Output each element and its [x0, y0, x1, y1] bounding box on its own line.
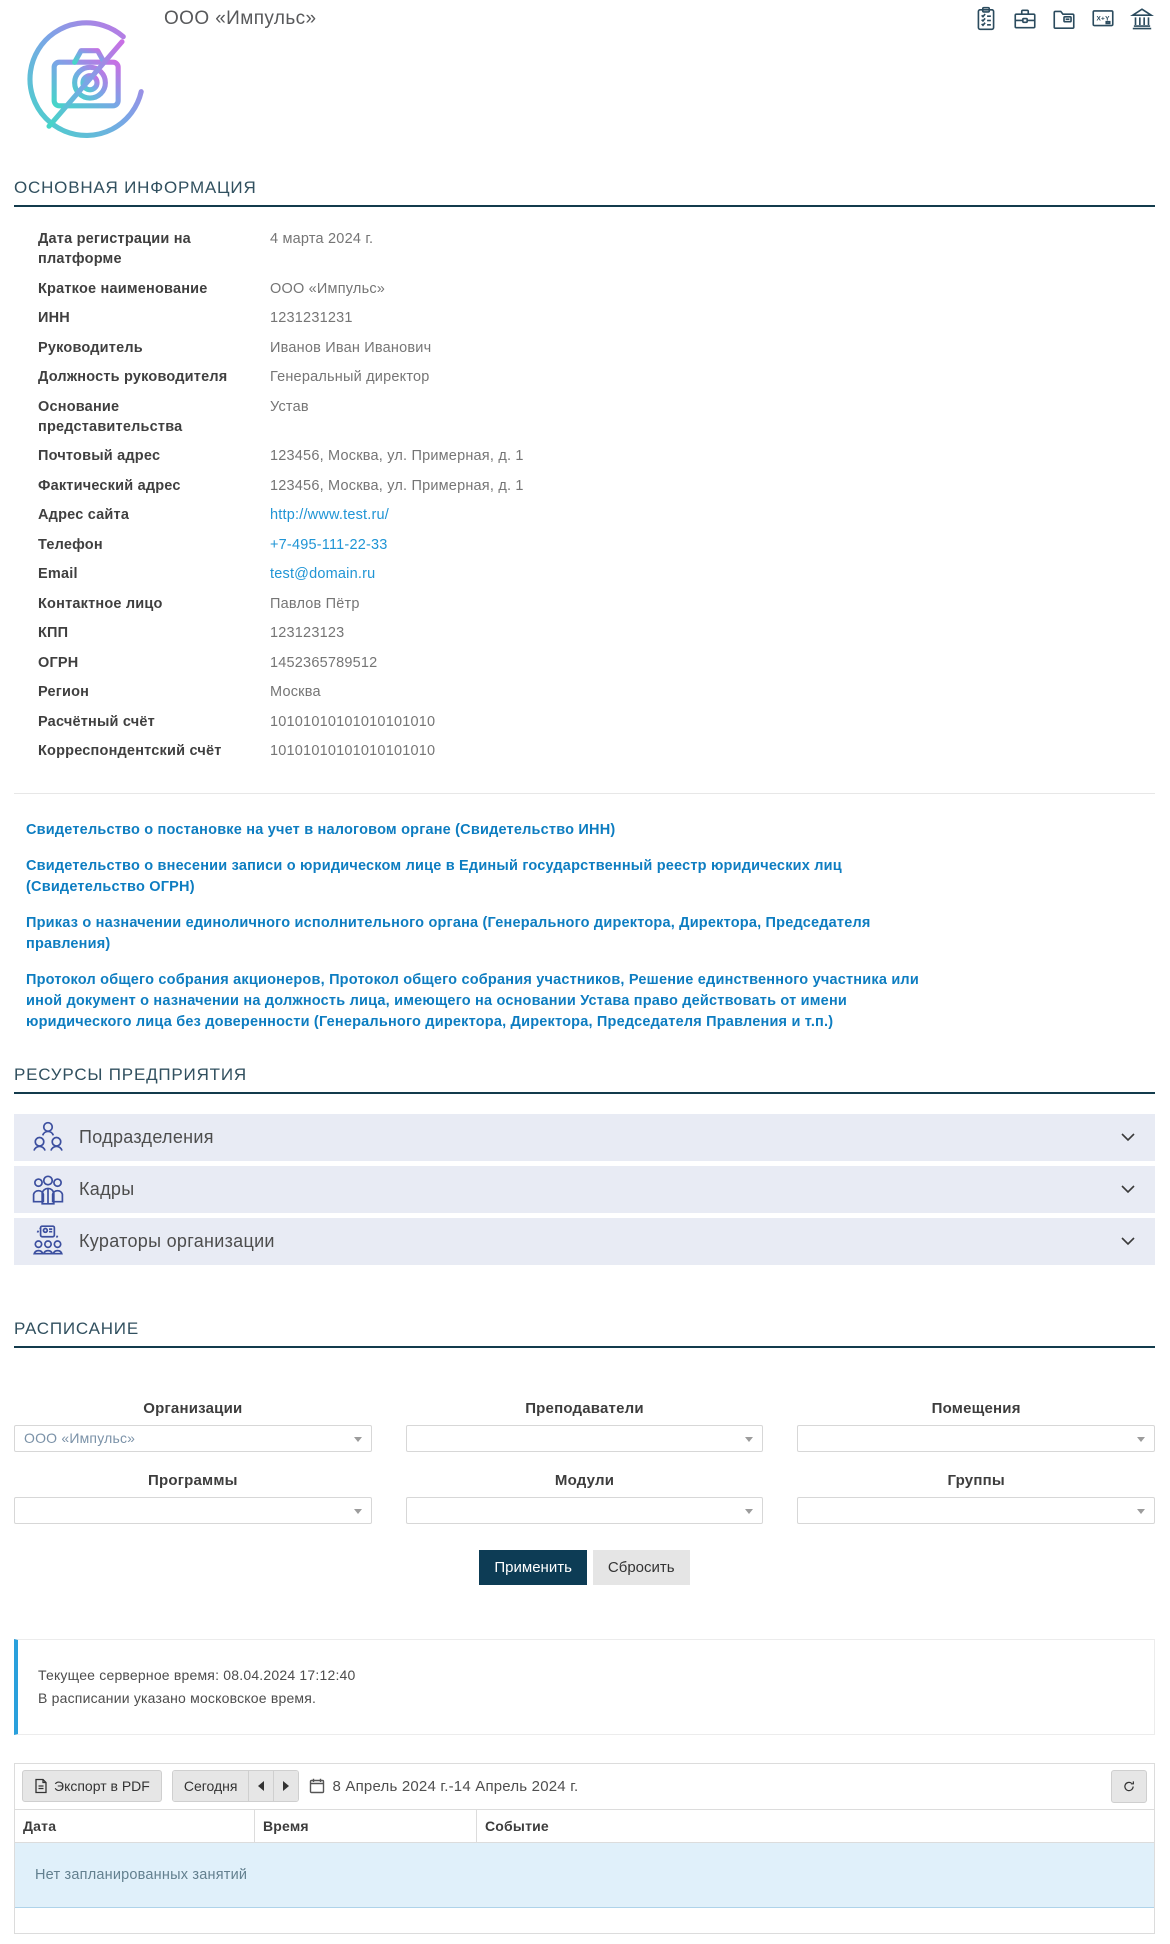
groups-select[interactable]: [797, 1497, 1155, 1524]
header: [14, 0, 1155, 178]
column-header-time: Время: [255, 1810, 477, 1842]
departments-icon: [30, 1119, 66, 1155]
filter-label: Организации: [143, 1399, 243, 1417]
phone-link[interactable]: +7-495-111-22-33: [270, 536, 388, 553]
field-row-settlement-account: [38, 712, 1155, 732]
document-link-appointment-order[interactable]: Приказ о назначении единоличного исполнительного органа (Генерального директора, Директора, Председателя правления): [26, 914, 871, 952]
resources-accordion: [14, 1114, 1155, 1265]
filter-groups: [797, 1472, 1155, 1524]
date-range: [309, 1778, 578, 1795]
filter-actions: [14, 1550, 1155, 1585]
field-label: Email: [38, 566, 78, 582]
field-row-region: [38, 682, 1155, 702]
bank-icon[interactable]: [1129, 6, 1155, 32]
calendar-toolbar: [15, 1764, 1154, 1810]
field-value: Павлов Пётр: [270, 595, 360, 612]
date-range-text: 8 Апрель 2024 г.-14 Апрель 2024 г.: [332, 1777, 579, 1795]
prev-week-button[interactable]: [248, 1771, 273, 1801]
teachers-select[interactable]: [406, 1425, 764, 1452]
reset-button[interactable]: Сбросить: [593, 1550, 690, 1585]
field-row-email: [38, 564, 1155, 584]
server-time-info-box: [14, 1639, 1155, 1735]
top-toolbar: [973, 6, 1155, 32]
filter-row-2: [14, 1472, 1155, 1524]
organization-logo: [26, 20, 154, 148]
export-pdf-button[interactable]: [22, 1770, 162, 1802]
column-header-event: Событие: [485, 1817, 549, 1834]
empty-schedule-message: Нет запланированных занятий: [15, 1843, 1154, 1908]
section-title-resources: РЕСУРСЫ ПРЕДПРИЯТИЯ: [14, 1065, 1155, 1094]
refresh-icon: [1123, 1779, 1135, 1794]
today-button[interactable]: Сегодня: [173, 1771, 249, 1801]
accordion-item-departments[interactable]: [14, 1114, 1155, 1161]
filter-teachers: [406, 1400, 764, 1452]
schedule-filters: [14, 1400, 1155, 1585]
field-value: 123456, Москва, ул. Примерная, д. 1: [270, 477, 524, 494]
page-title: ООО «Импульс»: [164, 8, 317, 29]
field-value: 1452365789512: [270, 654, 378, 671]
next-week-button[interactable]: [273, 1771, 298, 1801]
filter-rooms: [797, 1400, 1155, 1452]
rooms-select[interactable]: [797, 1425, 1155, 1452]
field-row-website: [38, 505, 1155, 525]
field-label: Расчётный счёт: [38, 713, 155, 730]
filter-label: Группы: [947, 1471, 1005, 1489]
field-label: Регион: [38, 684, 90, 700]
section-title-schedule: РАСПИСАНИЕ: [14, 1319, 1155, 1348]
field-value: 123456, Москва, ул. Примерная, д. 1: [270, 448, 524, 464]
field-label: Краткое наименование: [38, 280, 208, 297]
folder-icon[interactable]: [1051, 6, 1077, 32]
field-label: Почтовый адрес: [38, 448, 161, 464]
main-info-fields: [14, 207, 1155, 777]
modules-select[interactable]: [406, 1497, 764, 1524]
pdf-icon: [34, 1778, 48, 1794]
field-value: ООО «Импульс»: [270, 280, 386, 297]
schedule-calendar: [14, 1763, 1155, 1934]
section-title-main-info: ОСНОВНАЯ ИНФОРМАЦИЯ: [14, 178, 1155, 207]
document-link-inn-certificate[interactable]: Свидетельство о постановке на учет в налоговом органе (Свидетельство ИНН): [26, 821, 616, 838]
filter-label: Преподаватели: [525, 1399, 644, 1417]
field-value: Иванов Иван Иванович: [270, 339, 432, 356]
field-value: 123123123: [270, 625, 345, 641]
calendar-icon: [309, 1778, 325, 1794]
filter-label: Программы: [148, 1471, 238, 1489]
blackboard-icon-text: X+Y: [1096, 15, 1110, 23]
field-label: ОГРН: [38, 654, 79, 671]
filter-modules: [406, 1472, 764, 1524]
document-links: [14, 820, 1155, 1033]
field-label: Адрес сайта: [38, 507, 130, 523]
filter-label: Модули: [554, 1471, 615, 1489]
field-row-inn: [38, 308, 1155, 328]
field-value: Генеральный директор: [270, 369, 430, 385]
field-row-actual-address: [38, 476, 1155, 496]
field-label: ИНН: [38, 310, 70, 326]
field-value: 1231231231: [270, 310, 353, 326]
document-link-meeting-protocol[interactable]: Протокол общего собрания акционеров, Протокол общего собрания участников, Решение единственного участника или иной документ о назначении на должность лица, имеющего на основании Устава право действовать от имени юридического лица без доверенности (Генерального директора, Директора, Председателя Правления и т.п.): [26, 971, 919, 1030]
accordion-label: Кураторы организации: [79, 1230, 275, 1251]
email-link[interactable]: test@domain.ru: [270, 566, 376, 582]
field-row-short-name: [38, 279, 1155, 299]
field-row-phone: [38, 535, 1155, 555]
organizations-select[interactable]: ООО «Импульс»: [14, 1425, 372, 1452]
field-value: Устав: [270, 398, 309, 415]
chevron-down-icon[interactable]: [1121, 1237, 1135, 1246]
field-row-ogrn: [38, 653, 1155, 673]
filter-programs: [14, 1472, 372, 1524]
divider: [14, 793, 1155, 794]
field-label: Руководитель: [38, 339, 143, 356]
document-link-ogrn-certificate[interactable]: Свидетельство о внесении записи о юридическом лице в Единый государственный реестр юридических лиц (Свидетельство ОГРН): [26, 857, 842, 895]
field-value: 10101010101010101010: [270, 743, 436, 759]
accordion-item-staff[interactable]: [14, 1166, 1155, 1213]
export-pdf-label: Экспорт в PDF: [54, 1778, 150, 1794]
website-link[interactable]: http://www.test.ru/: [270, 507, 390, 523]
accordion-label: Подразделения: [79, 1126, 214, 1147]
filter-label: Помещения: [931, 1399, 1021, 1417]
field-row-representation-basis: [38, 397, 1155, 437]
field-row-postal-address: [38, 446, 1155, 466]
field-label: Телефон: [38, 536, 103, 553]
field-row-contact-person: [38, 594, 1155, 614]
filter-organizations: [14, 1400, 372, 1452]
field-value: Москва: [270, 684, 321, 700]
arrow-left-icon: [258, 1781, 264, 1791]
field-label: Дата регистрации на платформе: [38, 231, 191, 267]
field-row-director-position: [38, 367, 1155, 387]
curators-icon: [30, 1223, 66, 1259]
column-header-date: Дата: [15, 1810, 255, 1842]
field-value: 4 марта 2024 г.: [270, 231, 374, 247]
refresh-button[interactable]: [1111, 1770, 1147, 1803]
field-label: Основание представительства: [38, 398, 183, 435]
field-value: 10101010101010101010: [270, 713, 436, 730]
staff-icon: [30, 1171, 66, 1207]
blackboard-icon[interactable]: [1090, 6, 1116, 32]
field-label: Должность руководителя: [38, 369, 228, 385]
filter-row-1: [14, 1400, 1155, 1452]
server-time-line: Текущее серверное время: 08.04.2024 17:12:40: [38, 1666, 356, 1683]
accordion-label: Кадры: [79, 1178, 135, 1199]
field-row-correspondent-account: [38, 741, 1155, 761]
no-photo-icon: [26, 20, 154, 148]
field-row-director: [38, 338, 1155, 358]
chevron-down-icon[interactable]: [1121, 1185, 1135, 1194]
field-row-kpp: [38, 623, 1155, 643]
field-label: Контактное лицо: [38, 595, 163, 612]
briefcase-icon[interactable]: [1012, 6, 1038, 32]
timezone-note-line: В расписании указано московское время.: [38, 1689, 317, 1706]
calendar-table-header: [15, 1810, 1154, 1843]
accordion-item-curators[interactable]: [14, 1218, 1155, 1265]
field-label: Фактический адрес: [38, 477, 181, 494]
field-row-registration-date: [38, 229, 1155, 269]
arrow-right-icon: [283, 1781, 289, 1791]
calendar-nav-group: [172, 1770, 300, 1802]
field-label: Корреспондентский счёт: [38, 743, 222, 759]
calendar-footer-row: [15, 1908, 1154, 1933]
chevron-down-icon[interactable]: [1121, 1133, 1135, 1142]
clipboard-icon[interactable]: [973, 6, 999, 32]
programs-select[interactable]: [14, 1497, 372, 1524]
field-label: КПП: [38, 625, 69, 641]
apply-button[interactable]: Применить: [479, 1550, 587, 1585]
